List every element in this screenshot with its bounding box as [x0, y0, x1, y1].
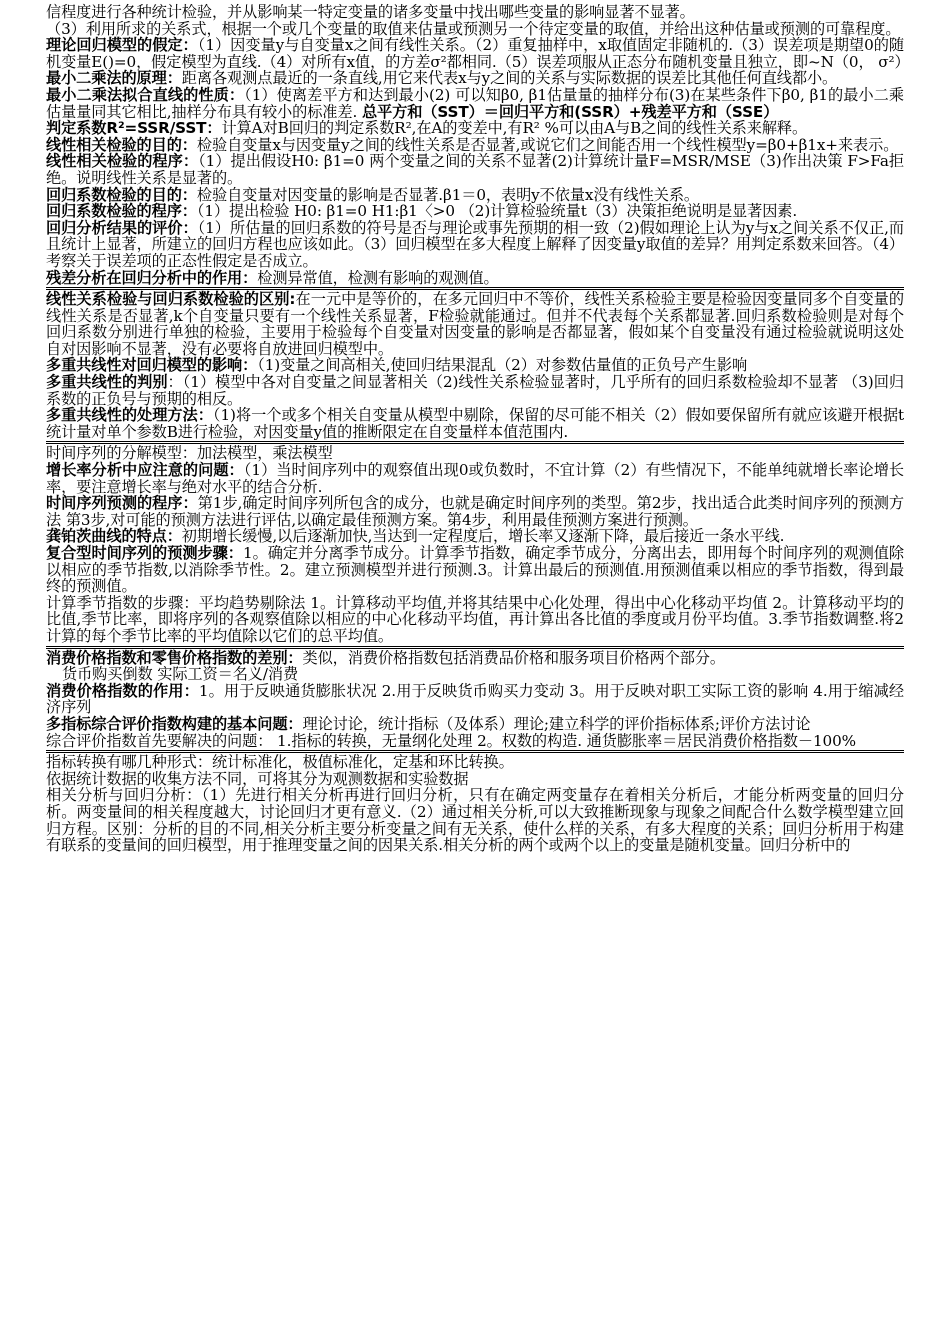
term-heading: 回归分析结果的评价： — [46, 218, 198, 237]
term-heading: 残差分析在回归分析中的作用： — [46, 268, 258, 287]
paragraph: 货币购买倒数 实际工资＝名义/消费 — [62, 665, 299, 684]
paragraph: 综合评价指数首先要解决的问题： 1.指标的转换，无量纲化处理 2。权数的构造. 通货膨胀率＝居民消费价格指数－100% — [46, 731, 856, 750]
paragraph: 线性相关检验的程序：（1）提出假设H0: β1=0 两个变量之间的关系不显著(2)计算统计量F=MSR/MSE（3)作出决策 F>Fa拒绝。说明线性关系是显著的。 — [46, 152, 904, 187]
paragraph: 残差分析在回归分析中的作用：检测异常值，检测有影响的观测值。 — [46, 268, 499, 287]
paragraph: 时间序列的分解模型：加法模型，乘法模型 — [46, 444, 333, 463]
paragraph: 相关分析与回归分析：（1）先进行相关分析再进行回归分析，只有在确定两变量存在着相关分析后，才能分析两变量的回归分析。两变量间的相关程度越大，讨论回归才更有意义.（2）通过相关分析,可以大致推断现象与现象之间配合什么数学模型建立回归方程。区别：分析的目的不同,相关分析主要分析变量之间有无关系，使什么样的关系，有多大程度的关系；回归分析用于构建有联系的变量间的回归模型，用于推理变量之间的因果关系.相关分析的两个或两个以上的变量是随机变量。回归分析中的 — [46, 786, 904, 855]
section-multicollinearity — [46, 287, 904, 440]
term-heading: 线性相关检验的程序： — [46, 152, 199, 171]
term-heading: 龚铂茨曲线的特点： — [46, 527, 182, 546]
paragraph: 计算季节指数的步骤：平均趋势剔除法 1。计算移动平均值,并将其结果中心化处理，得出中心化移动平均值 2。计算移动平均的比值,季节比率，即将序列的各观察值除以相应的中心化移动平均值，再计算出各比值的季度或月份平均值。3.季节指数调整.将2计算的每个季节比率的平均值除以它们的总平均值。 — [46, 593, 904, 645]
paragraph: 消费价格指数和零售价格指数的差别：类似，消费价格指数包括消费品价格和服务项目价格两个部分。 — [46, 648, 725, 667]
paragraph: 最小二乘法拟合直线的性质：（1）使离差平方和达到最小(2) 可以知β0, β1估量量的抽样分布(3)在某些条件下β0, β1的最小二乘估量量同其它相比,抽样分布具有较小的标准差. 总平方和（SST）＝回归平方和(SSR）+残差平方和（SSE） — [46, 85, 904, 121]
term-heading: 回归系数检验的目的： — [46, 185, 197, 204]
term-heading: 理论回归模型的假定： — [46, 36, 198, 55]
term-heading: 总平方和（SST）＝回归平方和(SSR）+残差平方和（SSE） — [361, 102, 779, 121]
paragraph: 线性关系检验与回归系数检验的区别:在一元中是等价的，在多元回归中不等价，线性关系检验主要是检验因变量同多个自变量的线性关系是否显著,k个自变量只要有一个线性关系显著，F检验就能通过。但并不代表每个关系都显著.回归系数检验则是对每个回归系数分别进行单独的检验，主要用于检验每个自变量对因变量的影响是否都显著，假如某个自变量没有通过检验就说明这处自对因影响不显著，没有必要将自放进回归模型中。 — [46, 290, 904, 358]
term-heading: 时间序列预测的程序： — [46, 494, 198, 513]
term-heading: 消费价格指数和零售价格指数的差别： — [46, 648, 303, 667]
term-heading: 线性相关检验的目的： — [46, 135, 197, 154]
paragraph: 时间序列预测的程序：第1步,确定时间序列所包含的成分，也就是确定时间序列的类型。第2步，找出适合此类时间序列的预测方法 第3步,对可能的预测方法进行评估,以确定最佳预测方案。第4步，利用最佳预测方案进行预测。 — [46, 494, 904, 529]
paragraph: 线性相关检验的目的：检验自变量x与因变量y之间的线性关系是否显著,或说它们之间能否用一个线性模型y=β0+β1x+来表示。 — [46, 135, 899, 154]
term-heading: 判定系数R²=SSR/SST： — [46, 119, 222, 138]
term-heading: 回归系数检验的程序： — [46, 202, 197, 221]
paragraph: 最小二乘法的原理：距离各观测点最近的一条直线,用它来代表x与y之间的关系与实际数据的误差比其他任何直线都小。 — [46, 69, 838, 88]
paragraph: （3）利用所求的关系式，根据一个或几个变量的取值来估量或预测另一个待定变量的取值，并给出这种估量或预测的可靠程度。 — [46, 19, 901, 38]
section-regression — [46, 3, 910, 287]
paragraph: 依据统计数据的收集方法不同，可将其分为观测数据和实验数据 — [46, 769, 469, 788]
paragraph: 复合型时间序列的预测步骤：1。确定并分离季节成分。计算季节指数，确定季节成分，分离出去，即用每个时间序列的观测值除以相应的季节指数,以消除季节性。2。建立预测模型并进行预测.3。计算出最后的预测值.用预测值乘以相应的季节指数，得到最终的预测值。 — [46, 544, 905, 596]
paragraph: 多指标综合评价指数构建的基本问题：理论讨论，统计指标（及体系）理论;建立科学的评价指标体系;评价方法讨论 — [46, 714, 811, 733]
paragraph: 消费价格指数的作用：1。用于反映通货膨胀状况 2.用于反映货币购买力变动 3。用于反映对职工实际工资的影响 4.用于缩减经济序列 — [46, 681, 904, 717]
term-heading: 多重共线性的判别 — [46, 373, 168, 392]
paragraph: 回归分析结果的评价：（1）所估量的回归系数的符号是否与理论或事先预期的相一致（2)假如理论上认为y与x之间关系不仅正,而且统计上显著，所建立的回归方程也应该如此。（3）回归模型在多大程度上解释了因变量y取值的差异？用判定系数来回答。（4）考察关于误差项的正态性假定是否成立。 — [46, 218, 904, 270]
term-heading: 复合型时间序列的预测步骤： — [46, 544, 243, 562]
term-heading: 最小二乘法的原理： — [46, 69, 182, 88]
section-data-analysis — [46, 750, 904, 854]
paragraph: 多重共线性的处理方法：（1)将一个或多个相关自变量从模型中剔除，保留的尽可能不相关（2）假如要保留所有就应该避开根据t统计量对单个参数B进行检验，对因变量y值的推断限定在自变量样本值范围内. — [46, 406, 904, 441]
paragraph: 回归系数检验的目的：检验自变量对因变量的影响是否显著.β1＝0，表明y不依量x没有线性关系。 — [46, 185, 699, 204]
term-heading: 线性关系检验与回归系数检验的区别: — [46, 290, 296, 309]
section-price-index — [46, 646, 904, 750]
paragraph: 增长率分析中应注意的问题：（1）当时间序列中的观察值出现0或负数时，不宜计算（2）有些情况下，不能单纯就增长率论增长率，要注意增长率与绝对水平的结合分析. — [46, 461, 905, 496]
paragraph: 判定系数R²=SSR/SST：计算A对B回归的判定系数R²,在A的变差中,有R² %可以由A与B之间的线性关系来解释。 — [46, 119, 808, 138]
paragraph: 多重共线性的判别：（1）模型中各对自变量之间显著相关（2)线性关系检验显著时，几乎所有的回归系数检验却不显著 （3)回归系数的正负号与预期的相反。 — [46, 373, 904, 408]
term-heading: 多重共线性对回归模型的影响： — [46, 356, 258, 375]
term-heading: 消费价格指数的作用： — [46, 681, 199, 700]
paragraph: 多重共线性对回归模型的影响：（1)变量之间高相关,使回归结果混乱（2）对参数估量值的正负号产生影响 — [46, 356, 748, 375]
term-heading: 最小二乘法拟合直线的性质： — [46, 85, 245, 104]
paragraph: 回归系数检验的程序：（1）提出检验 H0: β1=0 H1:β1〈>0 （2)计算检验统量t（3）决策拒绝说明是显著因素. — [46, 202, 798, 221]
term-heading: 多重共线性的处理方法： — [46, 406, 213, 425]
term-heading: 增长率分析中应注意的问题： — [46, 461, 244, 480]
paragraph: 理论回归模型的假定：（1）因变量y与自变量x之间有线性关系。（2）重复抽样中，x取值固定非随机的.（3）误差项是期望0的随机变量E()=0，假定模型为直线.（4）对所有x值，的方差σ²都相同.（5）误差项服从正态分布随机变量且独立，即~N（0， σ²） — [46, 36, 910, 71]
paragraph: 龚铂茨曲线的特点：初期增长缓慢,以后逐渐加快,当达到一定程度后，增长率又逐渐下降，最后接近一条水平线. — [46, 527, 785, 546]
section-time-series — [46, 441, 904, 644]
paragraph: 指标转换有哪几种形式：统计标准化，极值标准化，定基和环比转换。 — [46, 753, 514, 772]
paragraph: 信程度进行各种统计检验，并从影响某一特定变量的诸多变量中找出哪些变量的影响显著不显著。 — [46, 3, 695, 21]
term-heading: 多指标综合评价指数构建的基本问题： — [46, 714, 303, 733]
